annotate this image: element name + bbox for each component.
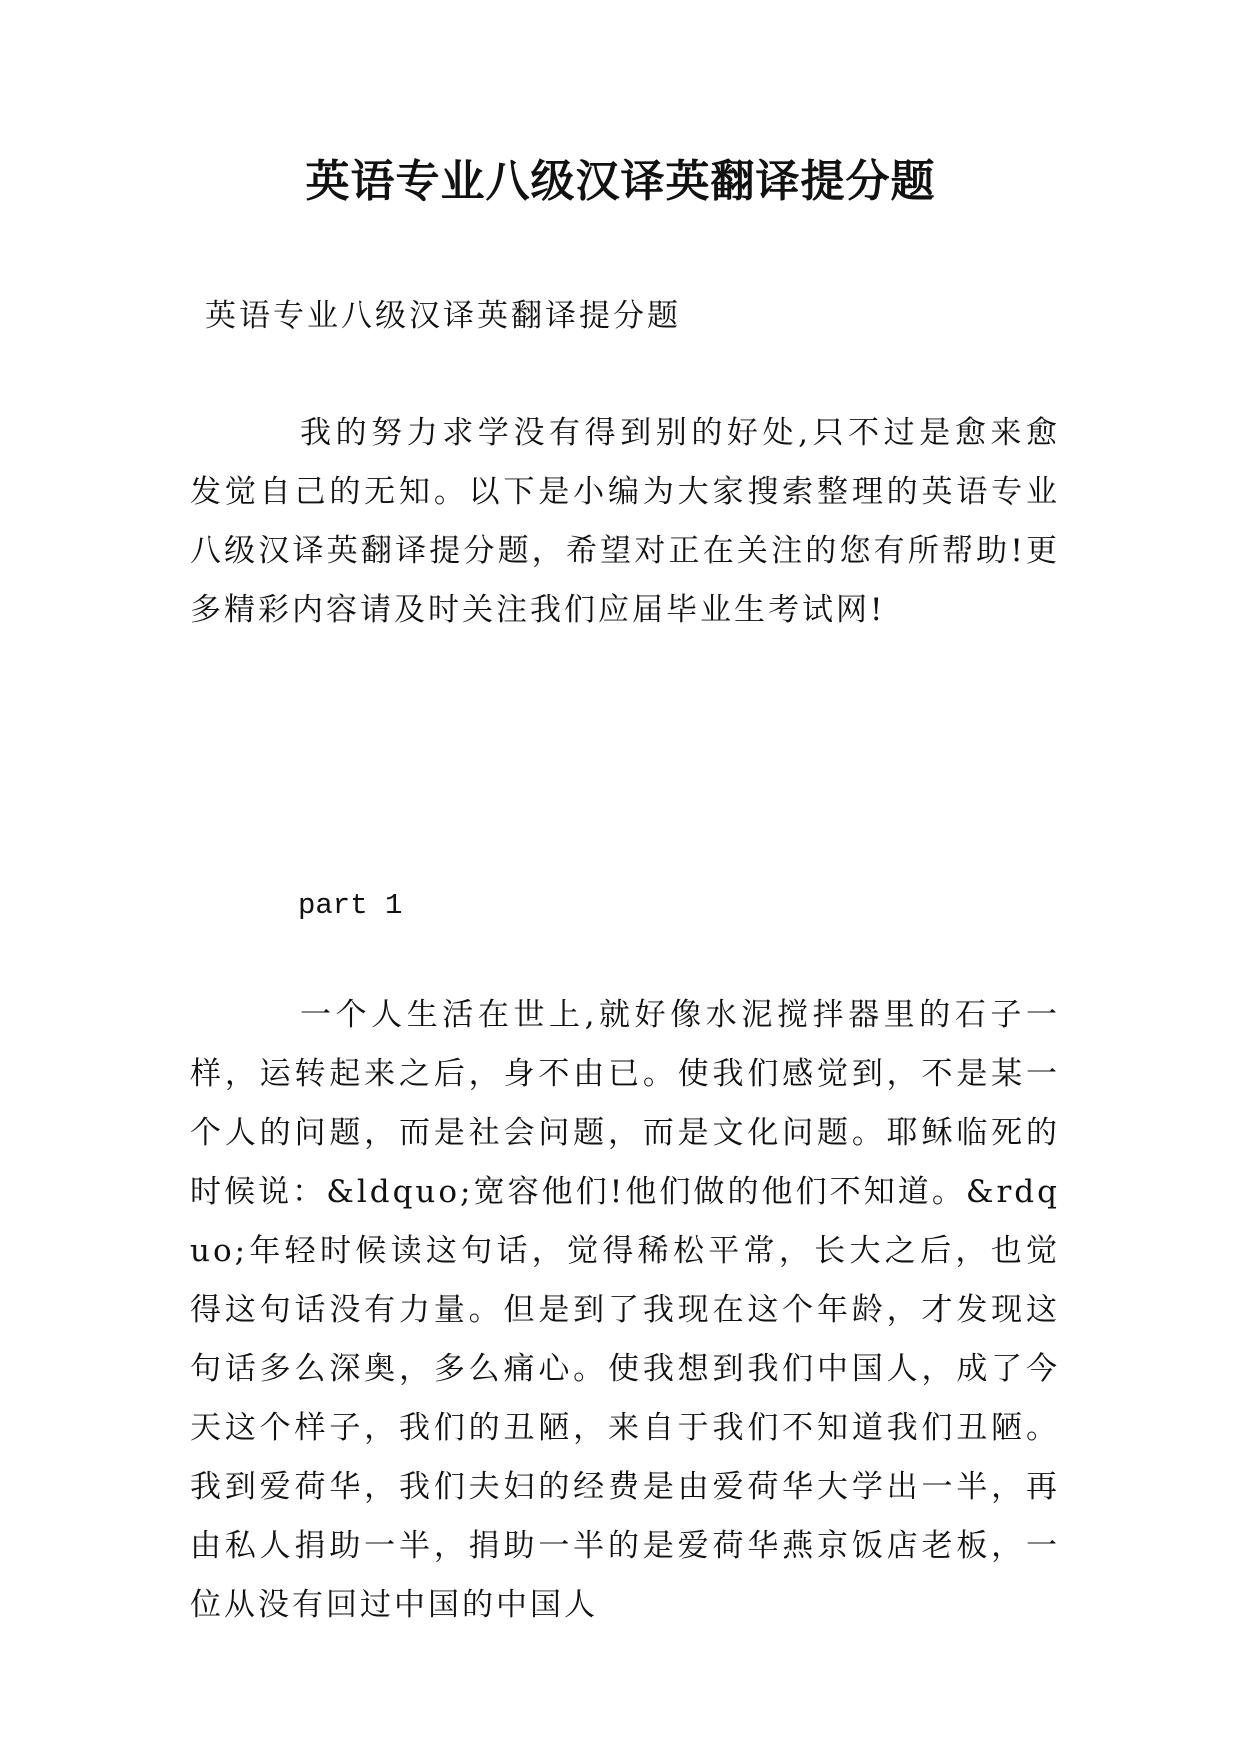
intro-paragraph: 我的努力求学没有得到别的好处,只不过是愈来愈发觉自己的无知。以下是小编为大家搜索整理的英语专业八级汉译英翻译提分题，希望对正在关注的您有所帮助!更多精彩内容请及时关注我们应届毕业生考试网! [190,415,1060,628]
body-paragraph: 一个人生活在世上,就好像水泥搅拌器里的石子一样，运转起来之后，身不由已。使我们感觉到，不是某一个人的问题，而是社会问题，而是文化问题。耶稣临死的时候说：&ldquo;宽容他们!他们做的他们不知道。&rdquo;年轻时候读这句话，觉得稀松平常，长大之后，也觉得这句话没有力量。但是到了我现在这个年龄，才发现这句话多么深奥，多么痛心。使我想到我们中国人，成了今天这个样子，我们的丑陋，来自于我们不知道我们丑陋。我到爱荷华，我们夫妇的经费是由爱荷华大学出一半，再由私人捐助一半，捐助一半的是爱荷华燕京饭店老板，一位从没有回过中国的中国人 [190,997,1060,1623]
document-subtitle: 英语专业八级汉译英翻译提分题 [205,298,681,334]
part-label: part 1 [298,889,403,922]
document-title: 英语专业八级汉译英翻译提分题 [305,156,936,207]
